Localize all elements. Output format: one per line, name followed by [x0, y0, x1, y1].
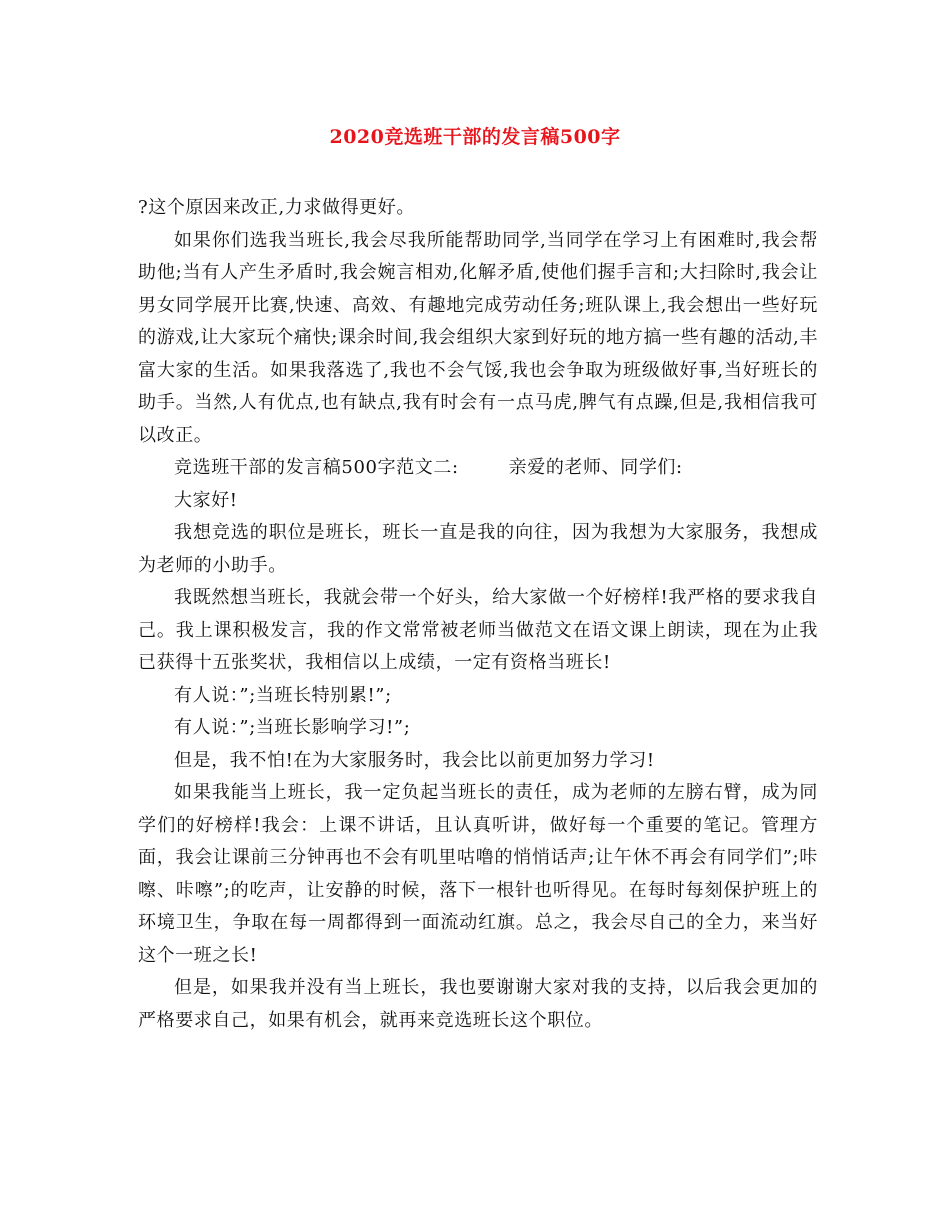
paragraph-3	[138, 452, 818, 485]
paragraph-greeting: 大家好!	[174, 489, 238, 511]
paragraph-11: 但是，如果我并没有当上班长，我也要谢谢大家对我的支持，以后我会更加的严格要求自己，如果有机会，就再来竞选班长这个职位。	[138, 977, 818, 1031]
document-title: 2020竞选班干部的发言稿500字	[329, 126, 621, 148]
paragraph-10: 如果我能当上班长，我一定负起当班长的责任，成为老师的左膀右臂，成为同学们的好榜样!我会：上课不讲话，且认真听讲，做好每一个重要的笔记。管理方面，我会让课前三分钟再也不会有叽里咕噜的悄悄话声;让午休不再会有同学们”;咔嚓、咔嚓”;的吃声，让安静的时候，落下一根针也听得见。在每时每刻保护班上的环境卫生，争取在每一周都得到一面流动红旗。总之，我会尽自己的全力，来当好这个一班之长!	[138, 782, 818, 966]
paragraph-6: 我既然想当班长，我就会带一个好头，给大家做一个好榜样!我严格的要求我自己。我上课积极发言，我的作文常常被老师当做范文在语文课上朗读，现在为止我已获得十五张奖状，我相信以上成绩，一定有资格当班长!	[138, 587, 818, 673]
salutation: 亲爱的老师、同学们:	[508, 457, 683, 478]
sample-heading: 竞选班干部的发言稿500字范文二:	[174, 457, 459, 478]
paragraph-8: 有人说：”;当班长影响学习!”;	[174, 717, 411, 738]
paragraph-9: 但是，我不怕!在为大家服务时，我会比以前更加努力学习!	[174, 749, 655, 771]
paragraph-2: 如果你们选我当班长,我会尽我所能帮助同学,当同学在学习上有困难时,我会帮助他;当有人产生矛盾时,我会婉言相劝,化解矛盾,使他们握手言和;大扫除时,我会让男女同学展开比赛,快速、高效、有趣地完成劳动任务;班队课上,我会想出一些好玩的游戏,让大家玩个痛快;课余时间,我会组织大家到好玩的地方搞一些有趣的活动,丰富大家的生活。如果我落选了,我也不会气馁,我也会争取为班级做好事,当好班长的助手。当然,人有优点,也有缺点,我有时会有一点马虎,脾气有点躁,但是,我相信我可以改正。	[138, 229, 818, 446]
document-body	[138, 192, 818, 1037]
paragraph-5: 我想竞选的职位是班长，班长一直是我的向往，因为我想为大家服务，我想成为老师的小助手。	[138, 522, 818, 576]
paragraph-1: ?这个原因来改正,力求做得更好。	[138, 197, 415, 218]
paragraph-7: 有人说：”;当班长特别累!”;	[174, 684, 392, 706]
